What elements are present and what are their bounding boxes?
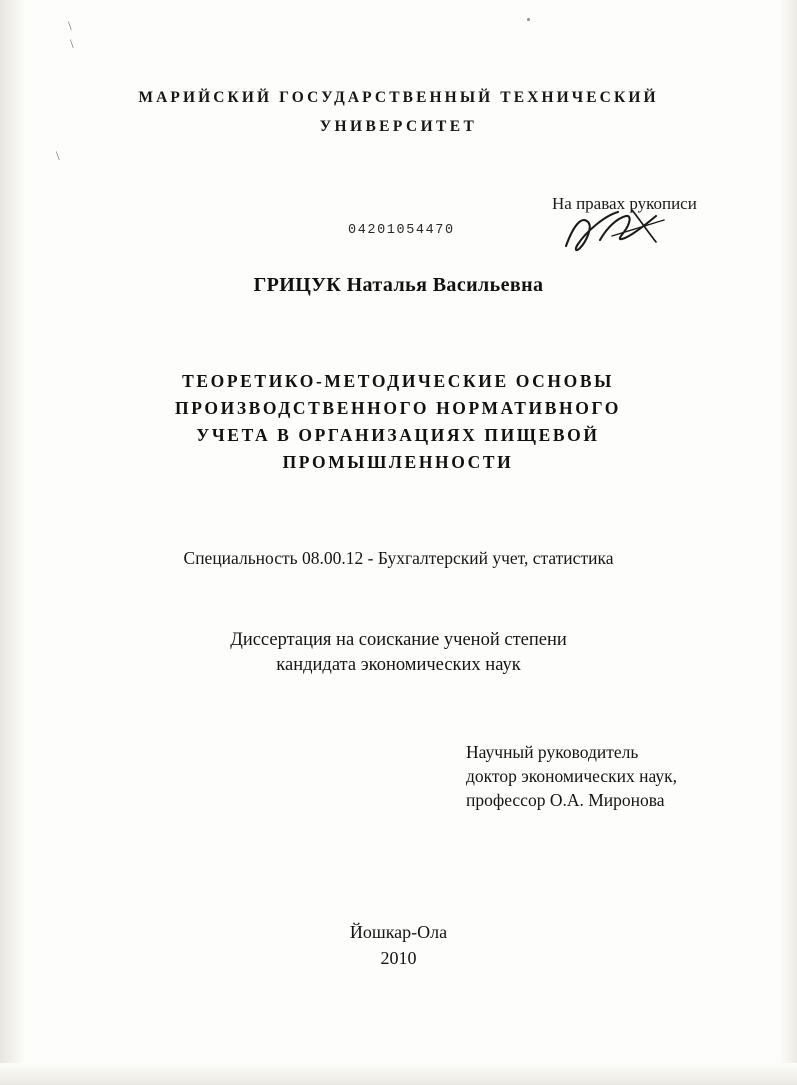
scan-mark: \ (70, 36, 74, 51)
degree-statement (0, 628, 797, 678)
handwritten-signature-icon (560, 206, 680, 260)
scan-mark: \ (68, 18, 72, 33)
scan-mark: \ (56, 148, 60, 163)
udc-number: 04201054470 (348, 223, 455, 238)
publication-year: 2010 (380, 948, 417, 968)
title-line-1: ТЕОРЕТИКО-МЕТОДИЧЕСКИЕ ОСНОВЫ (182, 371, 614, 391)
degree-line-1: Диссертация на соискание ученой степени (230, 630, 567, 650)
rights-note: На правах рукописи (552, 194, 697, 213)
degree-line-2: кандидата экономических наук (276, 655, 521, 675)
title-line-3: УЧЕТА В ОРГАНИЗАЦИЯХ ПИЩЕВОЙ (196, 425, 600, 445)
title-line-4: ПРОМЫШЛЕННОСТИ (282, 452, 514, 472)
title-line-2: ПРОИЗВОДСТВЕННОГО НОРМАТИВНОГО (175, 398, 621, 418)
author-name: ГРИЦУК Наталья Васильевна (253, 274, 544, 296)
supervisor-block (466, 740, 677, 812)
institution-name-line-1: МАРИЙСКИЙ ГОСУДАРСТВЕННЫЙ ТЕХНИЧЕСКИЙ (138, 89, 659, 106)
institution-name-line-2: УНИВЕРСИТЕТ (319, 118, 478, 135)
specialty-line: Специальность 08.00.12 - Бухгалтерский учет, статистика (183, 548, 614, 568)
supervisor-name: профессор О.А. Миронова (466, 790, 665, 810)
dissertation-title (118, 368, 678, 476)
supervisor-label: Научный руководитель (466, 742, 639, 762)
supervisor-degree: доктор экономических наук, (466, 766, 677, 786)
city-name: Йошкар-Ола (349, 922, 448, 942)
